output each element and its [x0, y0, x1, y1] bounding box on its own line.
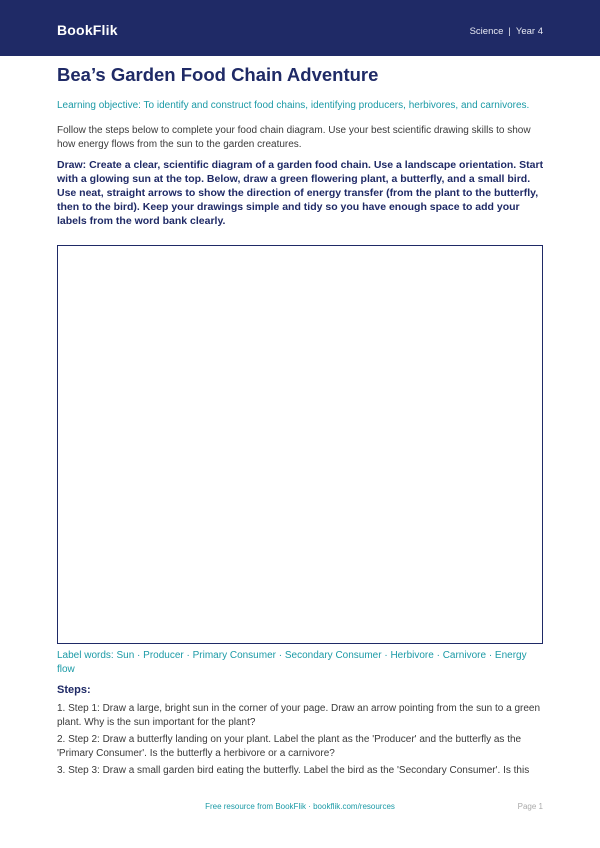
- page-number: Page 1: [517, 802, 543, 811]
- page-header: [0, 0, 600, 56]
- subject-label: Science: [469, 26, 504, 37]
- learning-objective: Learning objective: To identify and construct food chains, identifying producers, herbivores, and carnivores.: [57, 100, 530, 111]
- steps-list: [57, 702, 545, 780]
- footer-link[interactable]: Free resource from BookFlik · bookflik.com/resources: [205, 802, 395, 811]
- step-item: 2. Step 2: Draw a butterfly landing on your plant. Label the plant as the 'Producer' and the butterfly as the 'Primary Consumer'. Is the butterfly a herbivore or a carnivore?: [57, 734, 522, 759]
- label-word-bank: Label words: Sun · Producer · Primary Consumer · Secondary Consumer · Herbivore · Carnivore · Energy flow: [57, 650, 527, 675]
- drawing-area[interactable]: [57, 245, 543, 644]
- brand-logo: BookFlik: [57, 22, 118, 38]
- worksheet-title: Bea’s Garden Food Chain Adventure: [57, 64, 379, 85]
- intro-paragraph: Follow the steps below to complete your food chain diagram. Use your best scientific drawing skills to show how energy flows from the sun to the garden creatures.: [57, 125, 531, 150]
- meta-separator: |: [508, 26, 511, 37]
- step-item: 3. Step 3: Draw a small garden bird eating the butterfly. Label the bird as the 'Secondary Consumer'. Is this: [57, 765, 530, 776]
- subject-year-meta: [470, 26, 543, 37]
- year-label: Year 4: [515, 26, 543, 37]
- draw-instruction: Draw: Create a clear, scientific diagram of a garden food chain. Use a landscape orientation. Start with a glowing sun at the top. Below, draw a green flowering plant, a butterfly, and a small bird. Use neat, straight arrows to show the direction of energy transfer (from the plant to the butterfly, then to the bird). Keep your drawings simple and tidy so you have enough space to add your labels from the word bank clearly.: [57, 159, 544, 227]
- steps-heading: Steps:: [57, 684, 91, 696]
- step-item: 1. Step 1: Draw a large, bright sun in the corner of your page. Draw an arrow pointing from the sun to a green plant. Why is the sun important for the plant?: [57, 703, 541, 728]
